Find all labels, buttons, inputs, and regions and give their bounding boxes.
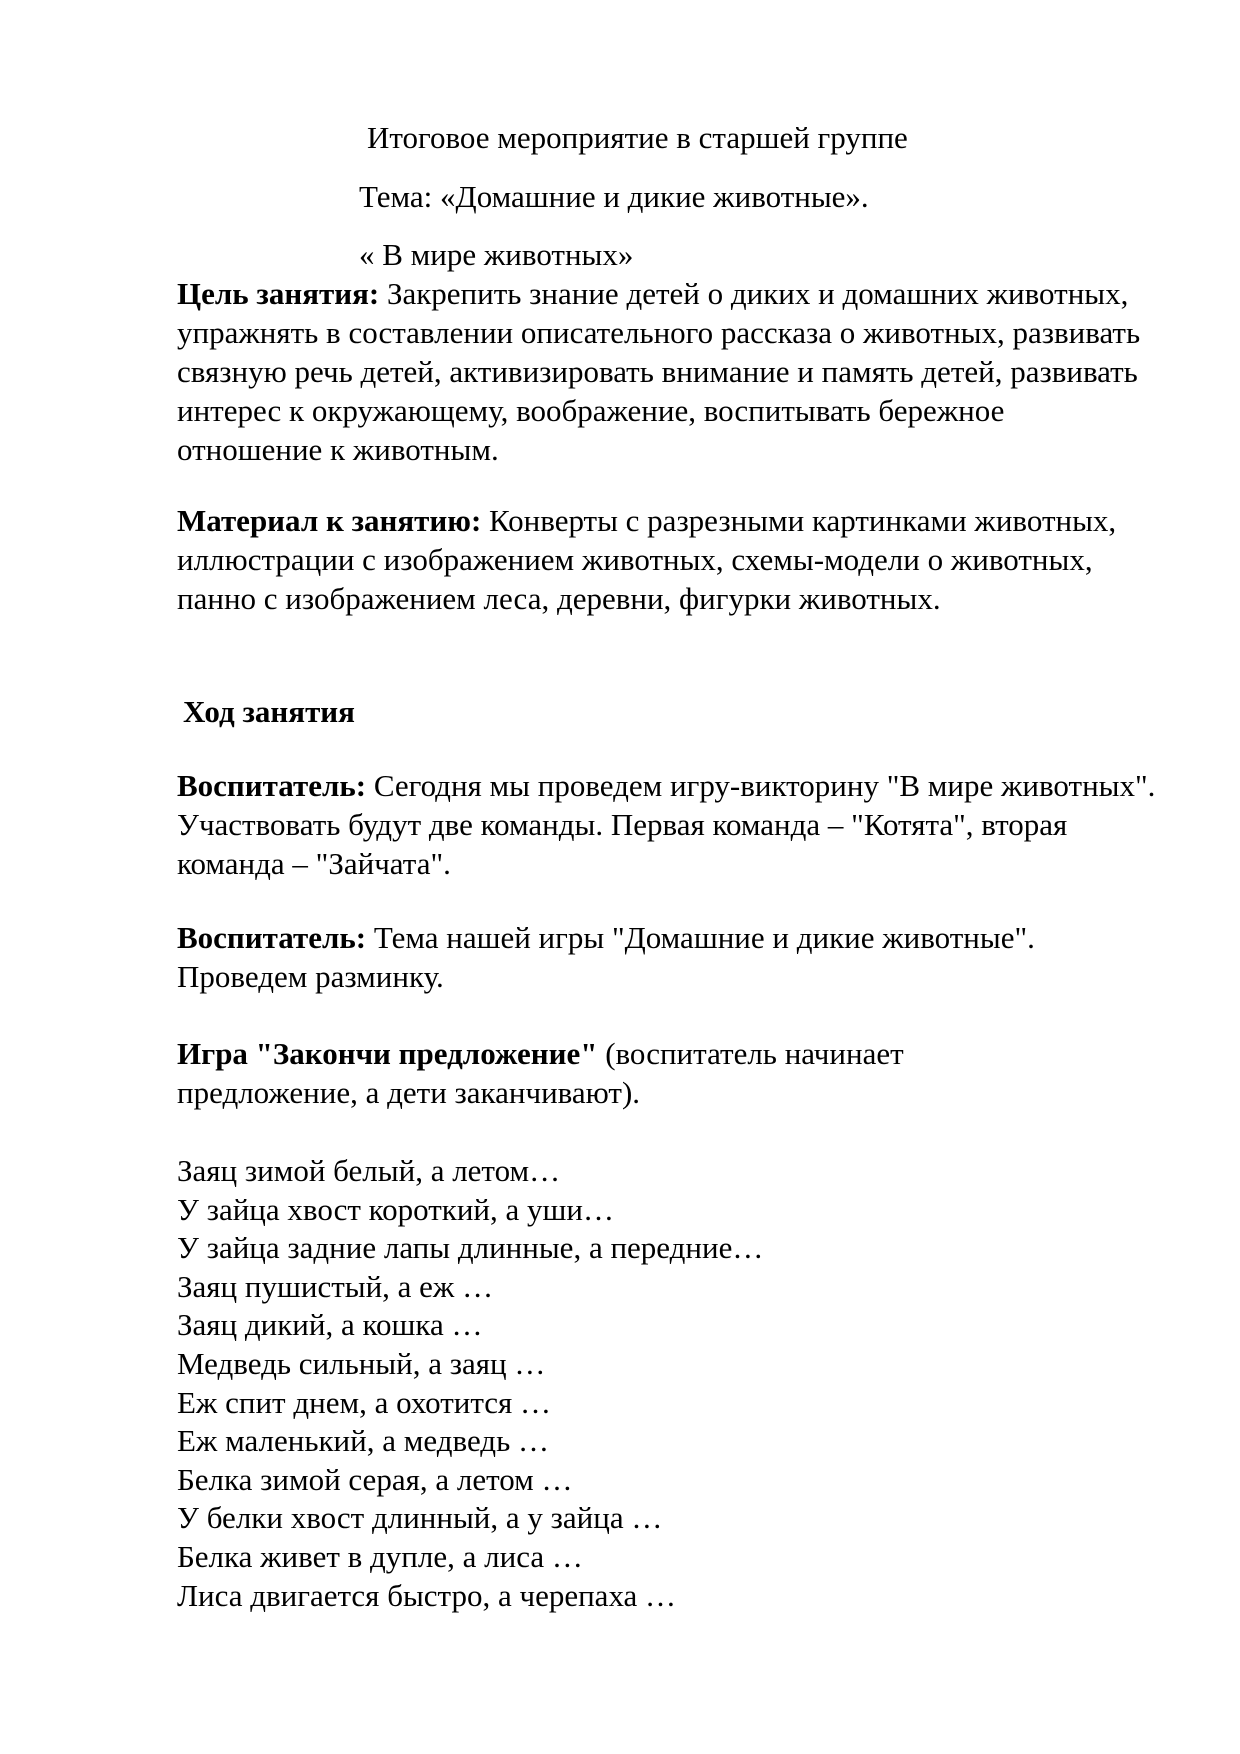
list-item: У зайца хвост короткий, а уши… <box>177 1191 614 1227</box>
course-heading: Ход занятия <box>183 694 355 729</box>
subtitle-line: « В мире животных» <box>359 237 634 272</box>
game-paragraph <box>177 1034 977 1112</box>
list-item: Еж маленький, а медведь … <box>177 1423 549 1459</box>
goal-text: Закрепить знание детей о диких и домашних животных, упражнять в составлении описательного рассказа о животных, развивать связную речь детей, активизировать внимание и память детей, развивать интерес к окружающему, воображение, воспитывать бережное отношение к животным. <box>177 276 1141 467</box>
sentence-list <box>177 1152 763 1615</box>
game-text: (воспитатель начинает предложение, а дети заканчивают). <box>177 1036 904 1110</box>
material-label: Материал к занятию: <box>177 503 482 538</box>
list-item: У зайца задние лапы длинные, а передние… <box>177 1230 764 1266</box>
list-item: Белка зимой серая, а летом … <box>177 1461 573 1497</box>
list-item: Лиса двигается быстро, а черепаха … <box>177 1577 677 1613</box>
teacher-label-1: Воспитатель: <box>177 768 367 803</box>
list-item: Заяц дикий, а кошка … <box>177 1307 483 1343</box>
teacher-text-2: Тема нашей игры "Домашние и дикие животные". Проведем разминку. <box>177 920 1035 994</box>
goal-label: Цель занятия: <box>177 276 380 311</box>
list-item: Медведь сильный, а заяц … <box>177 1345 546 1381</box>
material-paragraph <box>177 501 1157 618</box>
game-label: Игра "Закончи предложение" <box>177 1036 598 1071</box>
list-item: Заяц зимой белый, а летом… <box>177 1153 561 1188</box>
document-title: Итоговое мероприятие в старшей группе <box>367 120 908 155</box>
list-item: Заяц пушистый, а еж … <box>177 1268 494 1304</box>
list-item: Белка живет в дупле, а лиса … <box>177 1538 583 1574</box>
teacher-text-1: Сегодня мы проведем игру-викторину "В мире животных". Участвовать будут две команды. Первая команда – "Котята", вторая команда – "Зайчата". <box>177 768 1156 881</box>
teacher-label-2: Воспитатель: <box>177 920 367 955</box>
teacher-paragraph-1 <box>177 766 1157 883</box>
list-item: Еж спит днем, а охотится … <box>177 1384 552 1420</box>
list-item: У белки хвост длинный, а у зайца … <box>177 1500 663 1536</box>
goal-paragraph <box>177 274 1157 469</box>
topic-line: Тема: «Домашние и дикие животные». <box>359 179 869 214</box>
teacher-paragraph-2 <box>177 918 1157 996</box>
material-text: Конверты с разрезными картинками животных, иллюстрации с изображением животных, схемы-модели о животных, панно с изображением леса, деревни, фигурки животных. <box>177 503 1117 616</box>
